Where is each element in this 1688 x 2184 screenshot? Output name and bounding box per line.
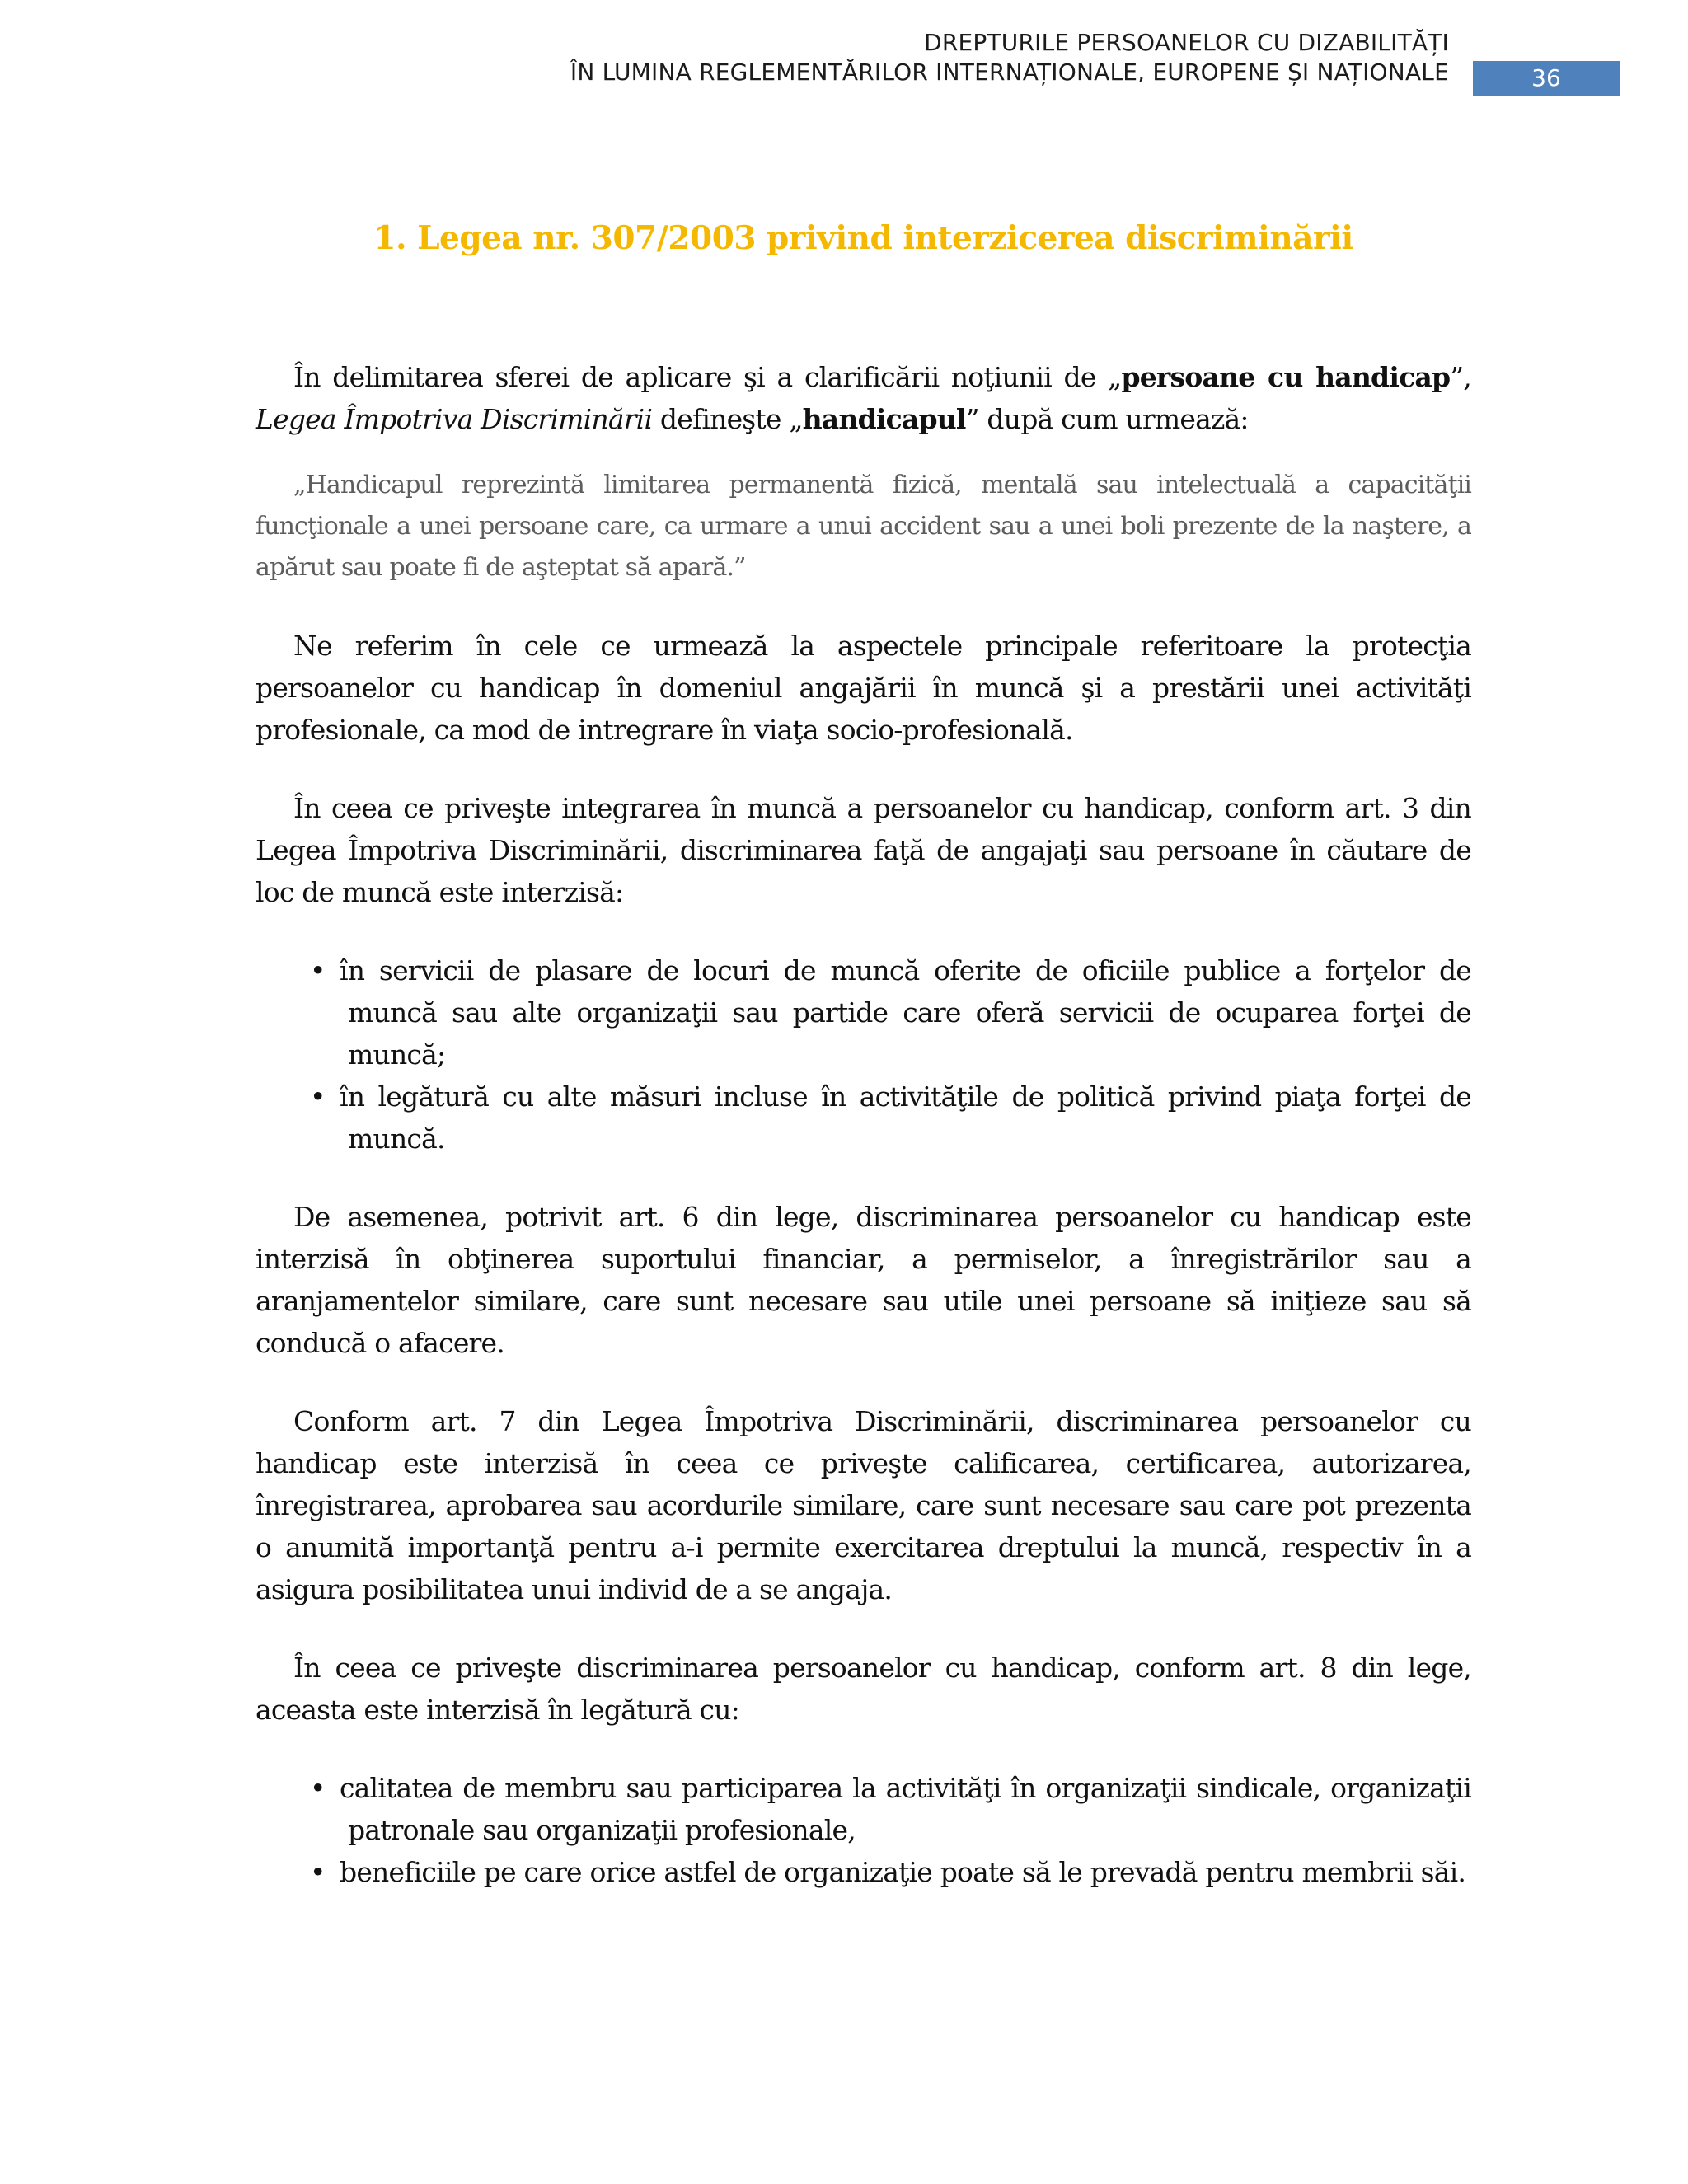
intro-text-2: ”, bbox=[1450, 361, 1471, 393]
bullet-icon: • bbox=[310, 954, 326, 987]
list-item bbox=[256, 1076, 1471, 1160]
page-number-badge: 36 bbox=[1473, 61, 1620, 96]
intro-text-1: În delimitarea sferei de aplicare şi a clarificării noţiunii de „ bbox=[293, 361, 1122, 393]
list-item-text: beneficiile pe care orice astfel de organizaţie poate să le prevadă pentru membrii săi. bbox=[340, 1856, 1466, 1888]
bullet-icon: • bbox=[310, 1080, 326, 1113]
paragraph-4: Conform art. 7 din Legea Împotriva Discriminării, discriminarea persoanelor cu handicap este interzisă în ceea ce priveşte calificarea, certificarea, autorizarea, înregistrarea, aprobarea sau acordurile similare, care sunt necesare sau care pot prezenta o anumită importanţă pentru a-i permite exercitarea dreptului la muncă, respectiv în a asigura posibilitatea unui individ de a se angaja. bbox=[256, 1405, 1471, 1605]
intro-text-4: ” după cum urmează: bbox=[965, 403, 1249, 435]
header-line-1: DREPTURILE PERSOANELOR CU DIZABILITĂȚI bbox=[924, 29, 1449, 56]
list-item bbox=[256, 1851, 1471, 1893]
term-handicapul: handicapul bbox=[802, 403, 966, 435]
section-title: 1. Legea nr. 307/2003 privind interzicerea discriminării bbox=[373, 219, 1353, 258]
term-persoane-cu-handicap: persoane cu handicap bbox=[1121, 361, 1451, 393]
list-item-text: în legătură cu alte măsuri incluse în activităţile de politică privind piaţa forţei de muncă. bbox=[340, 1080, 1471, 1155]
list-item bbox=[256, 949, 1471, 1076]
list-item-text: în servicii de plasare de locuri de muncă oferite de oficiile publice a forţelor de muncă sau alte organizaţii sau partide care oferă servicii de ocuparea forţei de muncă; bbox=[340, 954, 1471, 1071]
law-name-italic: Legea Împotriva Discriminării bbox=[256, 403, 653, 435]
intro-text-3: defineşte „ bbox=[652, 403, 803, 435]
paragraph-5: În ceea ce priveşte discriminarea persoanelor cu handicap, conform art. 8 din lege, aceasta este interzisă în legătură cu: bbox=[256, 1652, 1471, 1726]
bullet-list-1 bbox=[256, 949, 1471, 1160]
intro-paragraph bbox=[256, 356, 1471, 440]
bullet-icon: • bbox=[310, 1856, 326, 1888]
bullet-icon: • bbox=[310, 1772, 326, 1804]
paragraph-3: De asemenea, potrivit art. 6 din lege, discriminarea persoanelor cu handicap este interzisă în obţinerea suportului financiar, a permiselor, a înregistrărilor sau a aranjamentelor similare, care sunt necesare sau utile unei persoane să iniţieze sau să conducă o afacere. bbox=[256, 1201, 1471, 1359]
list-item bbox=[256, 1767, 1471, 1851]
paragraph-2: În ceea ce priveşte integrarea în muncă a persoanelor cu handicap, conform art. 3 din Legea Împotriva Discriminării, discriminarea faţă de angajaţi sau persoane în căutare de loc de muncă este interzisă: bbox=[256, 792, 1471, 908]
running-header bbox=[570, 28, 1449, 87]
bullet-list-2 bbox=[256, 1767, 1471, 1893]
definition-quote: „Handicapul reprezintă limitarea permanentă fizică, mentală sau intelectuală a capacităţii funcţionale a unei persoane care, ca urmare a unui accident sau a unei boli prezente de la naştere, a apărut sau poate fi de aşteptat să apară.” bbox=[256, 471, 1471, 582]
paragraph-1: Ne referim în cele ce urmează la aspectele principale referitoare la protecţia persoanelor cu handicap în domeniul angajării în muncă şi a prestării unei activităţi profesionale, ca mod de intregrare în viaţa socio-profesională. bbox=[256, 630, 1471, 746]
header-line-2: ÎN LUMINA REGLEMENTĂRILOR INTERNAȚIONALE, EUROPENE ȘI NAȚIONALE bbox=[570, 59, 1449, 86]
list-item-text: calitatea de membru sau participarea la activităţi în organizaţii sindicale, organizaţii patronale sau organizaţii profesionale, bbox=[340, 1772, 1471, 1846]
document-body bbox=[256, 356, 1471, 1893]
